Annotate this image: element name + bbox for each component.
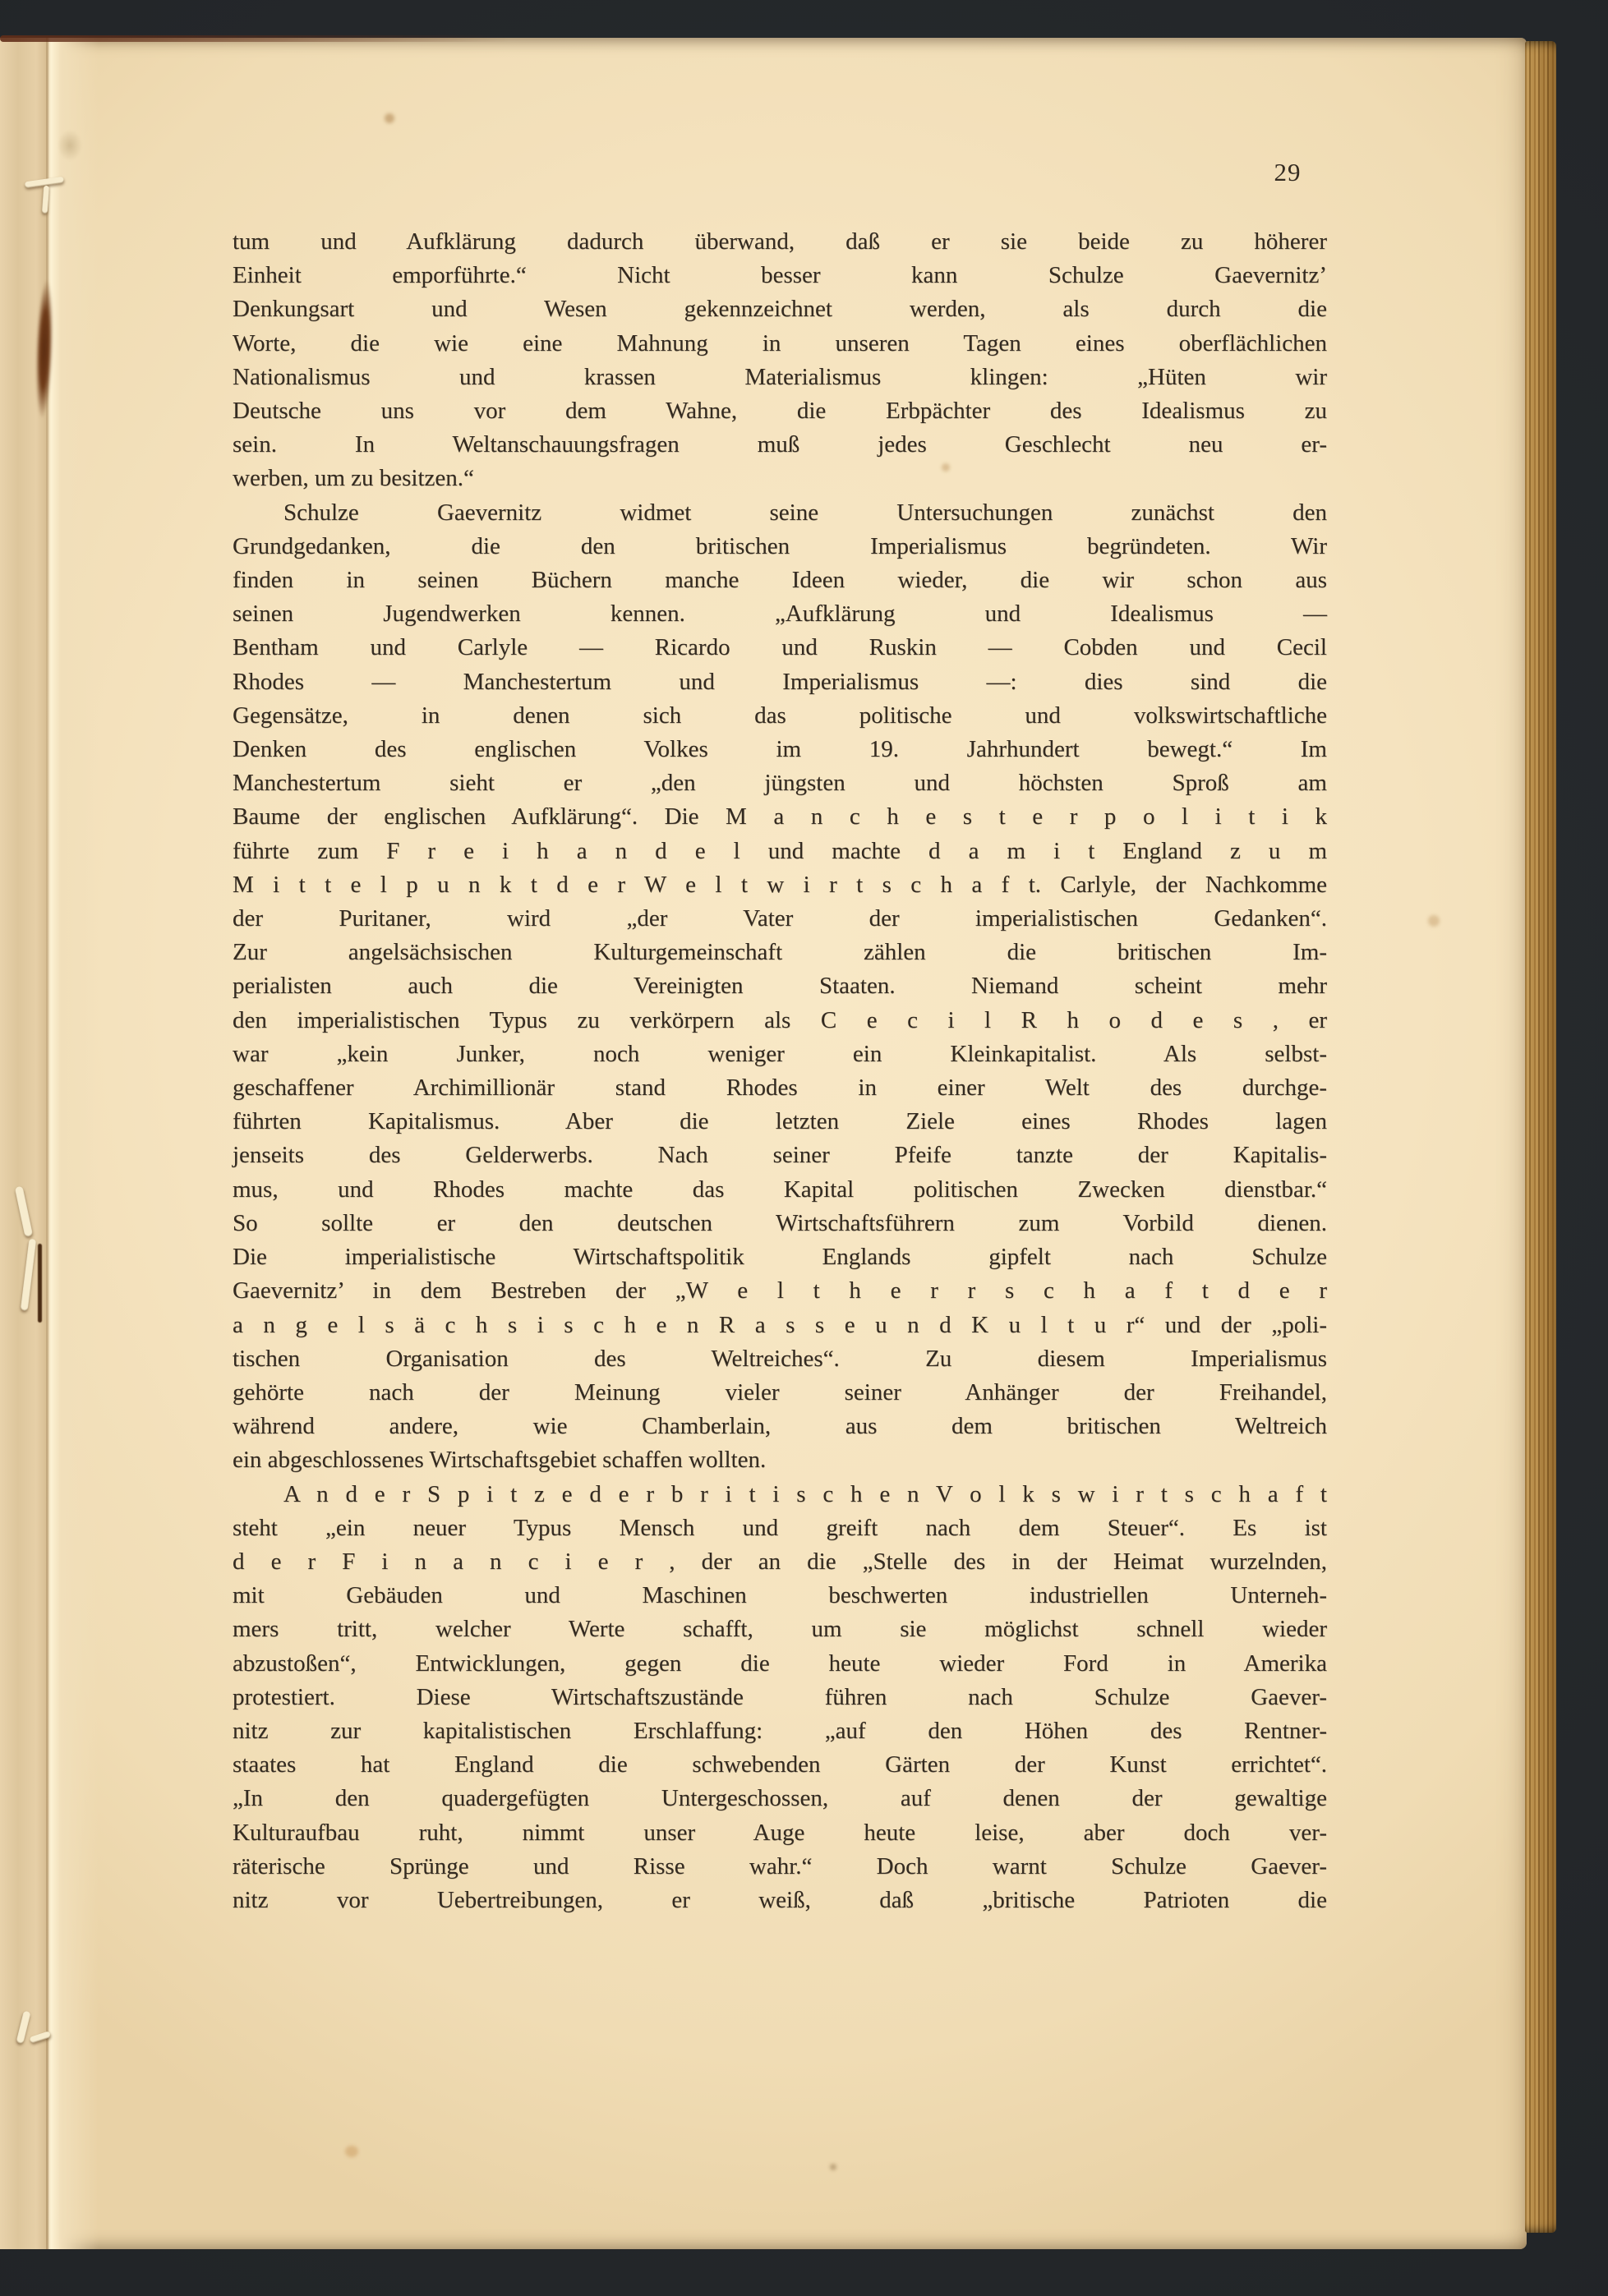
paragraph <box>233 1478 1327 1918</box>
text-line: a n g e l s ä c h s i s c h e n R a s s e u n d K u l t u r“ und der „poli- <box>233 1311 1327 1338</box>
text-line: Kulturaufbau ruht, nimmt unser Auge heute leise, aber doch ver- <box>233 1819 1327 1846</box>
text-line: Bentham und Carlyle — Ricardo und Ruskin — Cobden und Cecil <box>233 634 1327 661</box>
text-line: Denkungsart und Wesen gekennzeichnet werden, als durch die <box>233 296 1327 323</box>
paper-smudge <box>58 130 82 161</box>
text-line: der Puritaner, wird „der Vater der imperialistischen Gedanken“. <box>233 905 1327 932</box>
text-line: ein abgeschlossenes Wirtschaftsgebiet schaffen wollten. <box>233 1447 767 1474</box>
text-line: mus, und Rhodes machte das Kapital politischen Zwecken dienstbar.“ <box>233 1176 1327 1203</box>
text-line: mit Gebäuden und Maschinen beschwerten industriellen Unterneh- <box>233 1582 1327 1609</box>
text-line: staates hat England die schwebenden Gärten der Kunst errichtet“. <box>233 1751 1327 1778</box>
text-line: steht „ein neuer Typus Mensch und greift nach dem Steuer“. Es ist <box>233 1514 1327 1541</box>
text-line: sein. In Weltanschauungsfragen muß jedes Geschlecht neu er- <box>233 431 1327 458</box>
text-line: führten Kapitalismus. Aber die letzten Ziele eines Rhodes lagen <box>233 1108 1327 1135</box>
paragraph <box>233 225 1327 496</box>
text-line: mers tritt, welcher Werte schafft, um sie möglichst schnell wieder <box>233 1616 1327 1643</box>
page-number: 29 <box>1274 158 1302 186</box>
text-line: werben, um zu besitzen.“ <box>233 465 474 492</box>
foxing-spot <box>830 2164 836 2170</box>
text-line: So sollte er den deutschen Wirtschaftsführern zum Vorbild dienen. <box>233 1209 1327 1236</box>
text-line: „In den quadergefügten Untergeschossen, auf denen der gewaltige <box>233 1785 1327 1812</box>
text-line: Denken des englischen Volkes im 19. Jahrhundert bewegt.“ Im <box>233 736 1327 763</box>
text-line: finden in seinen Büchern manche Ideen wieder, die wir schon aus <box>233 567 1327 594</box>
page-edge-stack <box>1525 41 1556 2233</box>
text-line: führte zum F r e i h a n d e l und machte d a m i t England z u m <box>233 837 1327 864</box>
text-line: Manchestertum sieht er „den jüngsten und höchsten Sproß am <box>233 770 1327 797</box>
text-line: Gaevernitz’ in dem Bestreben der „W e l t h e r r s c h a f t d e r <box>233 1277 1327 1304</box>
text-line: Deutsche uns vor dem Wahne, die Erbpächter des Idealismus zu <box>233 398 1327 425</box>
binding-slit <box>38 1244 42 1323</box>
text-line: gehörte nach der Meinung vieler seiner Anhänger der Freihandel, <box>233 1378 1327 1406</box>
text-line: Rhodes — Manchestertum und Imperialismus —: dies sind die <box>233 668 1327 695</box>
text-line: abzustoßen“, Entwicklungen, gegen die heute wieder Ford in Amerika <box>233 1650 1327 1677</box>
text-line: Grundgedanken, die den britischen Imperialismus begründeten. Wir <box>233 532 1327 559</box>
text-line: A n d e r S p i t z e d e r b r i t i s c h e n V o l k s w i r t s c h a f t <box>283 1480 1327 1507</box>
text-line: Gegensätze, in denen sich das politische und volkswirtschaftliche <box>233 702 1327 729</box>
text-line: räterische Sprünge und Risse wahr.“ Doch warnt Schulze Gaever- <box>233 1852 1327 1880</box>
text-line: jenseits des Gelderwerbs. Nach seiner Pfeife tanzte der Kapitalis- <box>233 1142 1327 1169</box>
text-line: Einheit emporführte.“ Nicht besser kann Schulze Gaevernitz’ <box>233 262 1327 289</box>
text-line: nitz vor Uebertreibungen, er weiß, daß „britische Patrioten die <box>233 1886 1327 1913</box>
text-line: den imperialistischen Typus zu verkörpern als C e c i l R h o d e s , er <box>233 1006 1327 1033</box>
foxing-spot <box>1428 915 1440 927</box>
text-line: Schulze Gaevernitz widmet seine Untersuchungen zunächst den <box>283 499 1327 526</box>
text-line: Baume der englischen Aufklärung“. Die M a n c h e s t e r p o l i t i k <box>233 803 1327 831</box>
paragraph <box>233 496 1327 1478</box>
book-page <box>0 38 1527 2249</box>
page-top-edge-shadow <box>0 35 509 42</box>
text-line: tum und Aufklärung dadurch überwand, daß er sie beide zu höherer <box>233 228 1327 255</box>
text-line: M i t t e l p u n k t d e r W e l t w i r t s c h a f t. Carlyle, der Nachkomme <box>233 871 1327 898</box>
text-line: perialisten auch die Vereinigten Staaten. Niemand scheint mehr <box>233 973 1327 1000</box>
text-line: Worte, die wie eine Mahnung in unseren Tagen eines oberflächlichen <box>233 329 1327 357</box>
text-line: d e r F i n a n c i e r , der an die „Stelle des in der Heimat wurzelnden, <box>233 1548 1327 1575</box>
text-line: Die imperialistische Wirtschaftspolitik Englands gipfelt nach Schulze <box>233 1244 1327 1271</box>
text-line: nitz zur kapitalistischen Erschlaffung: „auf den Höhen des Rentner- <box>233 1717 1327 1744</box>
foxing-spot <box>385 113 394 123</box>
text-line: tischen Organisation des Weltreiches“. Zu diesem Imperialismus <box>233 1345 1327 1372</box>
text-line: Nationalismus und krassen Materialismus klingen: „Hüten wir <box>233 363 1327 390</box>
body-text <box>233 225 1327 1917</box>
text-line: seinen Jugendwerken kennen. „Aufklärung und Idealismus — <box>233 600 1327 628</box>
text-line: Zur angelsächsischen Kulturgemeinschaft zählen die britischen Im- <box>233 939 1327 966</box>
text-line: geschaffener Archimillionär stand Rhodes in einer Welt des durchge- <box>233 1074 1327 1102</box>
text-line: war „kein Junker, noch weniger ein Kleinkapitalist. Als selbst- <box>233 1040 1327 1067</box>
foxing-spot <box>345 2146 358 2157</box>
text-line: während andere, wie Chamberlain, aus dem britischen Weltreich <box>233 1413 1327 1440</box>
text-line: protestiert. Diese Wirtschaftszustände führen nach Schulze Gaever- <box>233 1683 1327 1710</box>
